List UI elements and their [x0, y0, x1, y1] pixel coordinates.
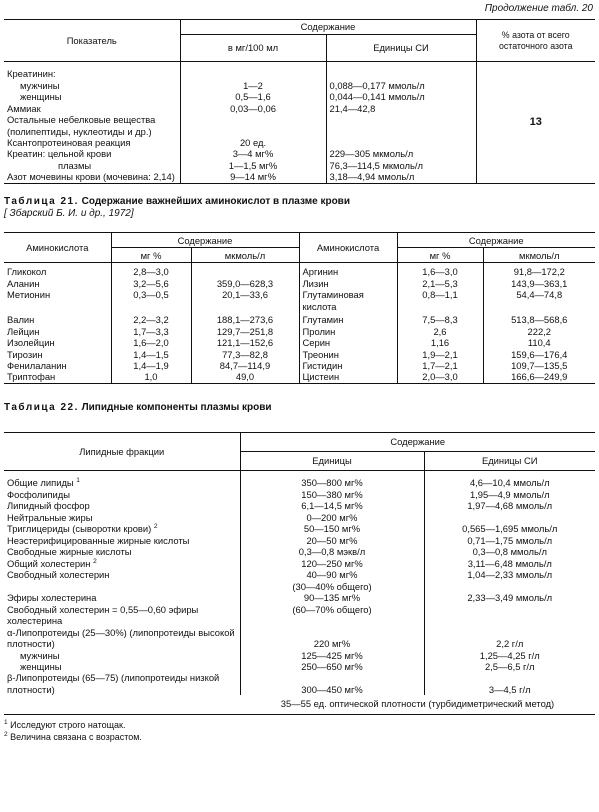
amino-name: Гистидин: [299, 360, 397, 371]
table-row: [4, 349, 595, 360]
amino-name: Изолейцин: [7, 337, 55, 349]
units-value: 6,1—14,5 мг%: [240, 500, 424, 511]
footnote-mark: 2: [4, 731, 8, 739]
fraction-label: [4, 581, 240, 592]
units-value: 350—800 мг%: [240, 471, 424, 489]
table-row: [4, 471, 595, 489]
si-value: 2,2 г/л: [424, 627, 595, 650]
mg-value: 1,4—1,9: [111, 360, 191, 371]
table-22: [4, 432, 595, 715]
si-value: 0,565—1,695 ммоль/л: [424, 523, 595, 535]
mkmol-value: 49,0: [191, 371, 299, 383]
mg-value: 1,6—3,0: [397, 263, 483, 278]
table-row: [4, 558, 595, 570]
fraction-label: [4, 489, 240, 500]
si-value: 0,71—1,75 ммоль/л: [424, 535, 595, 546]
col-header-indicator: Показатель: [4, 20, 180, 62]
fraction-label: [4, 604, 240, 627]
row-mg-value: 3—4 мг%: [180, 148, 326, 159]
row-label: женщины: [20, 91, 62, 103]
si-value: 1,25—4,25 г/л: [424, 650, 595, 661]
row-si-value: 0,088—0,177 ммоль/л: [326, 80, 476, 91]
col-header-mg-2: мг %: [397, 248, 483, 263]
fraction-label: [4, 546, 240, 557]
row-label: Азот мочевины крови (мочевина: 2,14): [7, 171, 175, 183]
table-20: [4, 19, 595, 184]
mkmol-value: 20,1—33,6: [191, 289, 299, 312]
row-label: мужчины: [20, 79, 60, 91]
units-value: 50—150 мг%: [240, 523, 424, 535]
mg-value: 2,1—5,3: [397, 278, 483, 289]
row-label: Аммиак: [7, 102, 41, 114]
row-si-value: [326, 137, 476, 148]
table-row: [4, 263, 595, 278]
amino-name: Тирозин: [7, 348, 43, 360]
row-mg-value: 20 ед.: [180, 137, 326, 148]
si-value: 1,04—2,33 ммоль/л: [424, 569, 595, 580]
col-header-mg: в мг/100 мл: [180, 35, 326, 62]
table-row: [4, 289, 595, 312]
units-value: 300—450 мг%: [240, 672, 424, 695]
row-si-value: 21,4—42,8: [326, 103, 476, 114]
si-value: 0,3—0,8 ммоль/л: [424, 546, 595, 557]
amino-name: Аргинин: [299, 263, 397, 278]
units-value: (60—70% общего): [240, 604, 424, 627]
mkmol-value: 143,9—363,1: [483, 278, 595, 289]
footnote-mark: 2: [93, 557, 97, 565]
si-value: 1,95—4,9 ммоль/л: [424, 489, 595, 500]
table-row: [4, 500, 595, 511]
col-header-content-2: Содержание: [397, 233, 595, 248]
row-si-value: 0,044—0,141 ммоль/л: [326, 91, 476, 102]
table-21-title: Содержание важнейших аминокислот в плазме крови: [81, 195, 350, 207]
units-value: 120—250 мг%: [240, 558, 424, 570]
table-row: [4, 627, 595, 650]
amino-name: Валин: [7, 314, 35, 326]
amino-name: Гликокол: [7, 266, 47, 278]
row-si-value: 76,3—114,5 мкмоль/л: [326, 160, 476, 171]
col-header-mkmol-2: мкмоль/л: [483, 248, 595, 263]
fraction-name: β-Липопротеиды (65—75) (липопротеиды низкой плотности): [7, 672, 220, 695]
mkmol-value: 77,3—82,8: [191, 349, 299, 360]
col-header-content-1: Содержание: [111, 233, 299, 248]
fraction-name: Свободный холестерин: [7, 569, 110, 581]
col-header-fraction: Липидные фракции: [4, 433, 240, 471]
si-value: [424, 604, 595, 627]
mg-value: 7,5—8,3: [397, 312, 483, 325]
amino-name: Метионин: [7, 289, 51, 301]
fraction-label: [4, 558, 240, 570]
mkmol-value: 166,6—249,9: [483, 371, 595, 383]
fraction-name: Липидный фосфор: [7, 500, 90, 512]
fraction-name: женщины: [20, 661, 62, 672]
table-21-reference: [ Збарский Б. И. и др., 1972]: [4, 208, 134, 220]
mkmol-value: 359,0—628,3: [191, 278, 299, 289]
units-value: 40—90 мг%: [240, 569, 424, 580]
mkmol-value: 129,7—251,8: [191, 326, 299, 337]
amino-name: Глутаминовая кислота: [299, 289, 397, 312]
mkmol-value: 222,2: [483, 326, 595, 337]
fraction-label: [4, 471, 240, 489]
units-value: (30—40% общего): [240, 581, 424, 592]
mkmol-value: 109,7—135,5: [483, 360, 595, 371]
table-row: [4, 581, 595, 592]
pct-value: 13: [476, 62, 595, 184]
mkmol-value: 121,1—152,6: [191, 337, 299, 348]
fraction-name: Триглицериды (сыворотки крови): [7, 523, 152, 535]
mkmol-value: 54,4—74,8: [483, 289, 595, 312]
amino-name: Лейцин: [7, 325, 40, 337]
mg-value: 2,0—3,0: [397, 371, 483, 383]
mg-value: 1,6—2,0: [111, 337, 191, 348]
fraction-label: [4, 650, 240, 661]
units-value: 250—650 мг%: [240, 661, 424, 672]
table-row: [4, 371, 595, 383]
col-header-units: Единицы: [240, 452, 424, 471]
table-row: [4, 523, 595, 535]
table-row: [4, 592, 595, 603]
fraction-label: [4, 592, 240, 603]
document-page: [4, 0, 595, 743]
row-mg-value: [180, 62, 326, 80]
mkmol-value: 91,8—172,2: [483, 263, 595, 278]
units-value: 150—380 мг%: [240, 489, 424, 500]
mg-value: 1,4—1,5: [111, 349, 191, 360]
units-value: 125—425 мг%: [240, 650, 424, 661]
fraction-label: [4, 661, 240, 672]
mg-value: 2,2—3,2: [111, 312, 191, 325]
mkmol-value: 188,1—273,6: [191, 312, 299, 325]
table-row: [4, 489, 595, 500]
fraction-name: Свободный холестерин = 0,55—0,60 эфиры холестерина: [7, 603, 199, 627]
table-row: [4, 62, 595, 80]
si-value: 3—4,5 г/л: [424, 672, 595, 695]
mg-value: 1,9—2,1: [397, 349, 483, 360]
continuation-label: Продолжение табл. 20: [484, 3, 593, 14]
mkmol-value: 110,4: [483, 337, 595, 348]
row-label: плазмы: [58, 159, 92, 171]
mg-value: 3,2—5,6: [111, 278, 191, 289]
fraction-label: [4, 512, 240, 523]
fraction-label: [4, 627, 240, 650]
fraction-label: [4, 535, 240, 546]
table-21-label: Таблица 21.: [4, 195, 79, 207]
table-row: [4, 360, 595, 371]
table-row: [4, 535, 595, 546]
table-row: [4, 326, 595, 337]
col-header-content: Содержание: [180, 20, 476, 35]
col-header-amino-2: Аминокислота: [299, 233, 397, 263]
units-value: 0—200 мг%: [240, 512, 424, 523]
mg-value: 1,0: [111, 371, 191, 383]
footnote-text: Величина связана с возрастом.: [10, 732, 142, 743]
mkmol-value: [191, 263, 299, 278]
col-header-amino-1: Аминокислота: [4, 233, 111, 263]
table-row: [4, 312, 595, 325]
fraction-name: мужчины: [20, 649, 60, 661]
fraction-name: Общий холестерин: [7, 557, 91, 569]
mg-value: 1,16: [397, 337, 483, 348]
fraction-name: Неэстерифицированные жирные кислоты: [7, 534, 190, 546]
fraction-label: [4, 500, 240, 511]
mg-value: 1,7—2,1: [397, 360, 483, 371]
amino-name: Триптофан: [7, 371, 56, 383]
si-value: 2,33—3,49 ммоль/л: [424, 592, 595, 603]
footnote-mark: 1: [4, 718, 8, 726]
table-row: [4, 512, 595, 523]
col-header-mg-1: мг %: [111, 248, 191, 263]
mkmol-value: 84,7—114,9: [191, 360, 299, 371]
footnote-text: Исследуют строго натощак.: [10, 719, 126, 730]
col-header-si: Единицы СИ: [326, 35, 476, 62]
amino-name: Пролин: [299, 326, 397, 337]
amino-name: Глутамин: [299, 312, 397, 325]
table-21-caption: [4, 196, 595, 208]
mg-value: 1,7—3,3: [111, 326, 191, 337]
si-value: 1,97—4,68 ммоль/л: [424, 500, 595, 511]
amino-name: Цистеин: [299, 371, 397, 383]
fraction-name: Фосфолипиды: [7, 488, 70, 500]
table-row: [4, 604, 595, 627]
col-header-pct: % азота от всего остаточного азота: [476, 20, 595, 62]
row-mg-value: [180, 114, 326, 137]
si-value: 4,6—10,4 ммоль/л: [424, 471, 595, 489]
mg-value: 2,8—3,0: [111, 263, 191, 278]
si-value: [424, 581, 595, 592]
fraction-name: Эфиры холестерина: [7, 592, 97, 604]
amino-name: Серин: [299, 337, 397, 348]
table-row: [4, 672, 595, 695]
col-header-content: Содержание: [240, 433, 595, 452]
mg-value: 0,8—1,1: [397, 289, 483, 312]
si-value: [424, 512, 595, 523]
row-mg-value: 0,5—1,6: [180, 91, 326, 102]
mg-value: 2,6: [397, 326, 483, 337]
table-22-title: Липидные компоненты плазмы крови: [81, 401, 272, 413]
table-22-label: Таблица 22.: [4, 401, 79, 413]
row-si-value: 229—305 мкмоль/л: [326, 148, 476, 159]
fraction-name: α-Липопротеиды (25—30%) (липопротеиды высокой плотности): [7, 626, 235, 650]
footnote: [4, 731, 595, 743]
row-mg-value: 1—2: [180, 80, 326, 91]
mkmol-value: 159,6—176,4: [483, 349, 595, 360]
mkmol-value: 513,8—568,6: [483, 312, 595, 325]
fraction-label: [4, 569, 240, 580]
row-si-value: [326, 114, 476, 137]
footnotes: [4, 719, 595, 743]
row-mg-value: 9—14 мг%: [180, 171, 326, 183]
footnote-mark: 2: [153, 523, 158, 531]
row-label: Креатин: цельной крови: [7, 148, 112, 160]
amino-name: Фенилаланин: [7, 360, 67, 371]
table-21: [4, 232, 595, 384]
units-value: 220 мг%: [240, 627, 424, 650]
row-mg-value: 0,03—0,06: [180, 103, 326, 114]
amino-name: Треонин: [299, 349, 397, 360]
footnote: [4, 719, 595, 731]
fraction-name: Свободные жирные кислоты: [7, 546, 132, 558]
row-mg-value: 1—1,5 мг%: [180, 160, 326, 171]
amino-name: Аланин: [7, 277, 40, 289]
row-label: Креатинин:: [7, 68, 56, 80]
fraction-label: [4, 523, 240, 535]
turbidimetric-row: 35—55 ед. оптической плотности (турбидиметрический метод): [280, 698, 555, 710]
units-value: 90—135 мг%: [240, 592, 424, 603]
row-label: Ксантопротеиновая реакция: [7, 137, 131, 148]
table-row: [4, 337, 595, 348]
table-row: [4, 546, 595, 557]
row-si-value: [326, 62, 476, 80]
units-value: 0,3—0,8 мэкв/л: [240, 546, 424, 557]
si-value: 2,5—6,5 г/л: [424, 661, 595, 672]
table-row: [4, 661, 595, 672]
table-row: [4, 569, 595, 580]
fraction-name: Общие липиды: [7, 477, 74, 489]
table-row: [4, 278, 595, 289]
fraction-label: [4, 672, 240, 695]
amino-name: Лизин: [299, 278, 397, 289]
col-header-si: Единицы СИ: [424, 452, 595, 471]
fraction-name: Нейтральные жиры: [7, 511, 93, 523]
units-value: 20—50 мг%: [240, 535, 424, 546]
col-header-mkmol-1: мкмоль/л: [191, 248, 299, 263]
row-label: Остальные небелковые вещества (полипептиды, нуклеотиды и др.): [7, 114, 156, 137]
mg-value: 0,3—0,5: [111, 289, 191, 312]
si-value: 3,11—6,48 ммоль/л: [424, 558, 595, 570]
table-row: [4, 650, 595, 661]
table-22-caption: [4, 402, 595, 414]
row-si-value: 3,18—4,94 ммоль/л: [326, 171, 476, 183]
footnote-mark: 1: [76, 477, 80, 485]
